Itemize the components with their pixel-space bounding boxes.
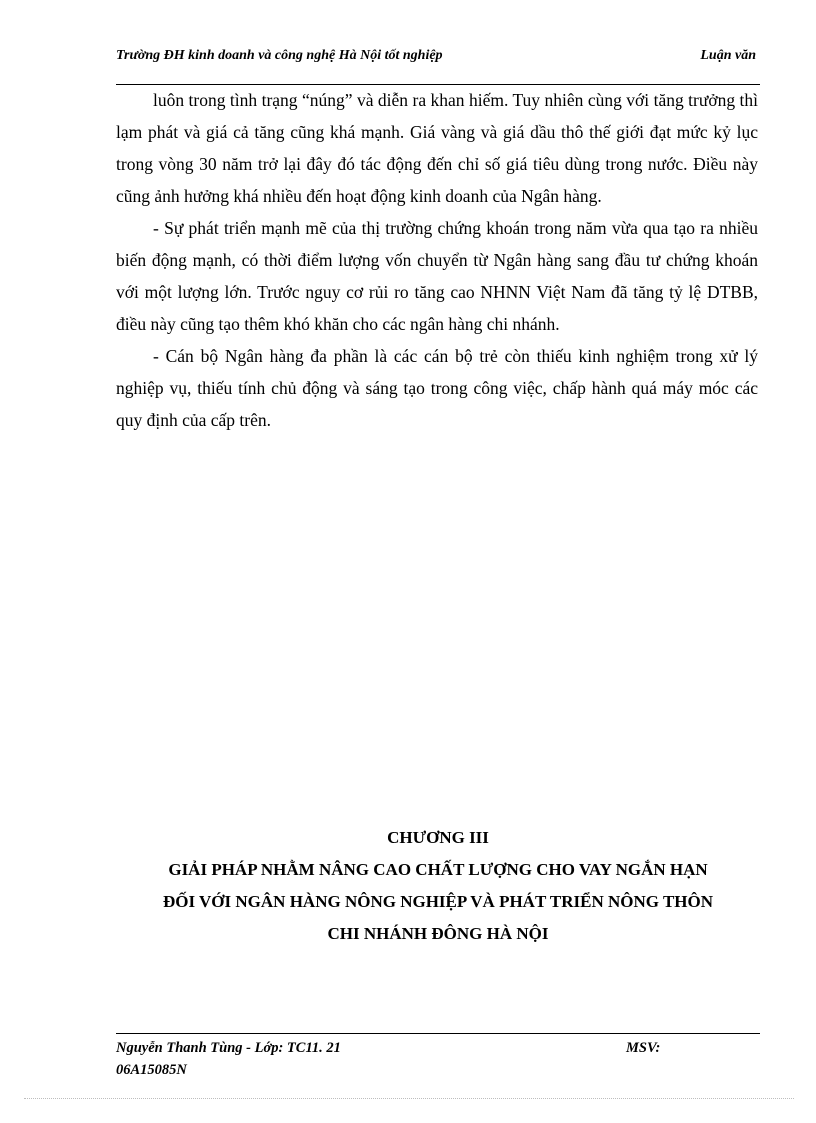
page-header [116,46,760,85]
chapter-title-line-1: GIẢI PHÁP NHẰM NÂNG CAO CHẤT LƯỢNG CHO VAY NGẮN HẠN [168,860,708,879]
paragraph-inflation: luôn trong tình trạng “núng” và diễn ra khan hiếm. Tuy nhiên cùng với tăng trưởng thì lạm phát và giá cả tăng cũng khá mạnh. Giá vàng và giá dầu thô thế giới đạt mức kỷ lục trong vòng 30 năm trở lại đây đó tác động đến chỉ số giá tiêu dùng trong nước. Điều này cũng ảnh hưởng khá nhiều đến hoạt động kinh doanh của Ngân hàng. [116,90,758,206]
chapter-heading [116,822,760,950]
footer-msv-label: MSV: [626,1040,661,1056]
chapter-title-line-2: ĐỐI VỚI NGÂN HÀNG NÔNG NGHIỆP VÀ PHÁT TRIỂN NÔNG THÔN [162,892,714,911]
page-footer [116,1033,760,1081]
header-thesis-label: Luận văn [700,48,756,63]
chapter-title-line-3: CHI NHÁNH ĐÔNG HÀ NỘI [327,924,549,943]
body-text [116,84,758,436]
header-school-title: Trường ĐH kinh doanh và công nghệ Hà Nội tốt nghiệp [116,48,443,63]
page-bottom-divider [24,1098,794,1099]
chapter-number: CHƯƠNG III [387,828,489,847]
footer-msv-value: 06A15085N [116,1062,187,1078]
footer-author: Nguyễn Thanh Tùng - Lớp: TC11. 21 [116,1040,341,1056]
paragraph-stock-market: - Sự phát triển mạnh mẽ của thị trường chứng khoán trong năm vừa qua tạo ra nhiều biến động mạnh, có thời điểm lượng vốn chuyển từ Ngân hàng sang đầu tư chứng khoán với một lượng lớn. Trước nguy cơ rủi ro tăng cao NHNN Việt Nam đã tăng tỷ lệ DTBB, điều này cũng tạo thêm khó khăn cho các ngân hàng chi nhánh. [116,218,758,334]
paragraph-staff: - Cán bộ Ngân hàng đa phần là các cán bộ trẻ còn thiếu kinh nghiệm trong xử lý nghiệp vụ, thiếu tính chủ động và sáng tạo trong công việc, chấp hành quá máy móc các quy định của cấp trên. [116,346,758,430]
